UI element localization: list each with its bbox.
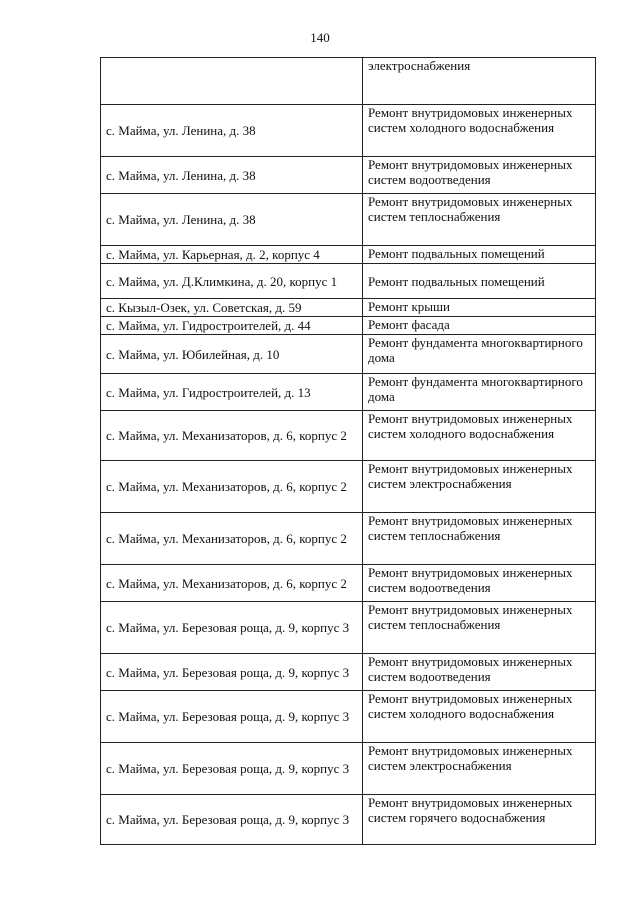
work-type-cell: Ремонт фундамента многоквартирного дома [363,374,596,411]
work-type-cell: Ремонт внутридомовых инженерных систем теплоснабжения [363,602,596,654]
table-row [101,58,596,105]
page-number: 140 [310,30,330,45]
table-row [101,795,596,845]
address-cell: с. Майма, ул. Ленина, д. 38 [101,194,363,246]
work-type-cell: Ремонт фундамента многоквартирного дома [363,335,596,374]
work-type-cell: Ремонт крыши [363,299,596,317]
address-cell: с. Майма, ул. Березовая роща, д. 9, корпус 3 [101,602,363,654]
work-type-cell: Ремонт внутридомовых инженерных систем теплоснабжения [363,194,596,246]
table-row [101,105,596,157]
table-row [101,461,596,513]
table-row [101,317,596,335]
table-row [101,264,596,299]
table-row [101,602,596,654]
work-type-cell: Ремонт внутридомовых инженерных систем электроснабжения [363,461,596,513]
address-cell: с. Майма, ул. Березовая роща, д. 9, корпус 3 [101,691,363,743]
work-type-cell: Ремонт внутридомовых инженерных систем холодного водоснабжения [363,691,596,743]
table-row [101,565,596,602]
work-type-cell: Ремонт подвальных помещений [363,264,596,299]
address-cell: с. Майма, ул. Ленина, д. 38 [101,157,363,194]
work-type-cell: Ремонт подвальных помещений [363,246,596,264]
work-type-cell: Ремонт внутридомовых инженерных систем водоотведения [363,654,596,691]
table-row [101,194,596,246]
work-type-cell: электроснабжения [363,58,596,105]
table-row [101,411,596,461]
address-cell [101,58,363,105]
table-row [101,299,596,317]
address-cell: с. Майма, ул. Березовая роща, д. 9, корпус 3 [101,743,363,795]
address-cell: с. Майма, ул. Гидростроителей, д. 13 [101,374,363,411]
address-cell: с. Майма, ул. Юбилейная, д. 10 [101,335,363,374]
address-cell: с. Майма, ул. Механизаторов, д. 6, корпус 2 [101,513,363,565]
work-type-cell: Ремонт внутридомовых инженерных систем теплоснабжения [363,513,596,565]
address-cell: с. Майма, ул. Механизаторов, д. 6, корпус 2 [101,461,363,513]
repair-works-table [100,57,596,845]
work-type-cell: Ремонт внутридомовых инженерных систем холодного водоснабжения [363,411,596,461]
table-row [101,374,596,411]
table-row [101,246,596,264]
work-type-cell: Ремонт фасада [363,317,596,335]
table-row [101,335,596,374]
address-cell: с. Майма, ул. Механизаторов, д. 6, корпус 2 [101,565,363,602]
address-cell: с. Майма, ул. Березовая роща, д. 9, корпус 3 [101,654,363,691]
address-cell: с. Майма, ул. Механизаторов, д. 6, корпус 2 [101,411,363,461]
work-type-cell: Ремонт внутридомовых инженерных систем водоотведения [363,565,596,602]
work-type-cell: Ремонт внутридомовых инженерных систем водоотведения [363,157,596,194]
address-cell: с. Майма, ул. Карьерная, д. 2, корпус 4 [101,246,363,264]
work-type-cell: Ремонт внутридомовых инженерных систем электроснабжения [363,743,596,795]
table-row [101,513,596,565]
table-row [101,691,596,743]
address-cell: с. Майма, ул. Ленина, д. 38 [101,105,363,157]
address-cell: с. Кызыл-Озек, ул. Советская, д. 59 [101,299,363,317]
work-type-cell: Ремонт внутридомовых инженерных систем горячего водоснабжения [363,795,596,845]
address-cell: с. Майма, ул. Д.Климкина, д. 20, корпус 1 [101,264,363,299]
table-row [101,743,596,795]
table-row [101,654,596,691]
address-cell: с. Майма, ул. Гидростроителей, д. 44 [101,317,363,335]
work-type-cell: Ремонт внутридомовых инженерных систем холодного водоснабжения [363,105,596,157]
address-cell: с. Майма, ул. Березовая роща, д. 9, корпус 3 [101,795,363,845]
table-row [101,157,596,194]
